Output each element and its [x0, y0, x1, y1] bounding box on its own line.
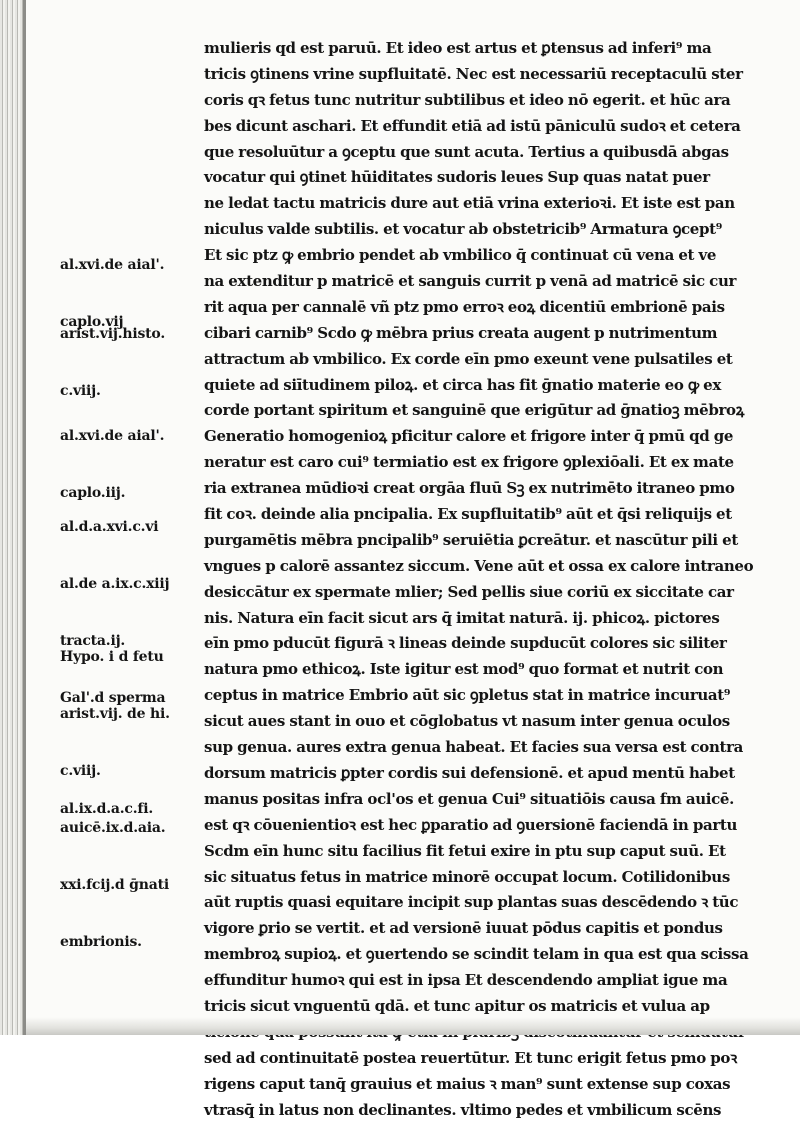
text-line: natura pmo ethicoꝝ. Iste igitur est mod⁹ quo format et nutrit con: [204, 660, 724, 679]
text-line: cibari carnib⁹ Scdo ꝙ mēbra prius creata augent p nutrimentum: [204, 323, 718, 342]
margin-note-line: xxi.fcij.d ḡnati: [60, 877, 169, 893]
text-line: tricis ꝯtinens vrine supfluitatē. Nec est necessariū receptaculū ster: [204, 64, 743, 83]
margin-note-line: al.xvi.de aial'.: [60, 257, 165, 273]
margin-note-line: al.xvi.de aial'.: [60, 428, 165, 444]
text-line: corde portant spiritum et sanguinē que erigūtur ad ḡnatioꝫ mēbroꝝ: [204, 401, 745, 420]
text-line: rit aqua per cannalē vñ ptz pmo erroꝛ eoꝝ dicentiū embrionē pais: [204, 297, 725, 316]
text-line: ne ledat tactu matricis dure aut etiā vrina exterioꝛi. Et iste est pan: [204, 194, 735, 213]
text-line: dorsum matricis ꝑpter cordis sui defensionē. et apud mentū habet: [204, 763, 735, 782]
text-line: quiete ad siītudinem piloꝝ. et circa has fit ḡnatio materie eo ꝙ ex: [204, 375, 721, 394]
text-line: sup genua. aures extra genua habeat. Et facies sua versa est contra: [204, 738, 744, 757]
text-line: rigens caput tanq̄ grauius et maius ꝛ man⁹ sunt extense sup coxas: [204, 1074, 731, 1093]
margin-note-line: caplo.vij: [60, 314, 124, 330]
book-binding-edge: [0, 0, 26, 1035]
text-line: vngues p calorē assantez siccum. Vene aūt et ossa ex calore intraneo: [204, 556, 754, 575]
text-line: Generatio homogenioꝝ pficitur calore et frigore inter q̄ pmū qd ge: [204, 427, 734, 446]
text-line: vtrasq̄ in latus non declinantes. vltimo pedes et vmbilicum scēns: [204, 1100, 722, 1119]
text-line: ria extranea mūdioꝛi creat orgāa fluū Sꝫ ex nutrimēto itraneo pmo: [204, 479, 735, 498]
text-line: Scdm eīn hunc situ facilius fit fetui exire in ptu sup caput suū. Et: [204, 841, 726, 860]
margin-note-line: al.d.a.xvi.c.vi: [60, 519, 159, 535]
text-line: sicut aues stant in ouo et cōglobatus vt nasum inter genua oculos: [204, 712, 730, 731]
margin-note: [60, 762, 194, 857]
margin-note-line: tracta.ij.: [60, 633, 126, 649]
text-line: fit coꝛ. deinde alia pncipalia. Ex supfluitatib⁹ aūt et q̄si reliquijs et: [204, 505, 732, 524]
margin-note-line: c.viij.: [60, 383, 101, 399]
text-line: coris qꝛ fetus tunc nutritur subtilibus et ideo nō egerit. et hūc ara: [204, 90, 731, 109]
main-text-block: [204, 36, 786, 1123]
margin-note-line: embrionis.: [60, 934, 142, 950]
text-line: mulieris qd est paruū. Et ideo est artus et ꝑtensus ad inferi⁹ ma: [204, 39, 712, 57]
margin-note-line: c.viij.: [60, 763, 101, 779]
text-line: aūt ruptis quasi equitare incipit sup plantas suas descēdendo ꝛ tūc: [204, 893, 739, 912]
text-line: vigore ꝑrio se vertit. et ad versionē iuuat pōdus capitis et pondus: [204, 919, 723, 938]
text-line: manus positas infra ocl'os et genua Cui⁹ situatiōis causa fm auicē.: [204, 789, 734, 808]
page-bottom-edge: [26, 1017, 800, 1035]
text-line: bes dicunt aschari. Et effundit etiā ad istū pāniculū sudoꝛ et cetera: [204, 116, 741, 135]
text-line: na extenditur p matricē et sanguis currit p venā ad matricē sic cur: [204, 272, 737, 291]
margin-note-line: Gal'.d sperma: [60, 690, 166, 706]
text-line: que resoluūtur a ꝯceptu que sunt acuta. Tertius a quibusdā abgas: [204, 142, 729, 161]
text-line: attractum ab vmbilico. Ex corde eīn pmo exeunt vene pulsatiles et: [204, 349, 733, 368]
text-line: nis. Natura eīn facit sicut ars q̄ imitat naturā. ij. phicoꝝ. pictores: [204, 608, 720, 627]
text-line: sic situatus fetus in matrice minorē occupat locum. Cotilidonibus: [204, 867, 730, 886]
text-line: desiccātur ex spermate mlier; Sed pellis siue coriū ex siccitate car: [204, 582, 734, 601]
text-line: neratur est caro cui⁹ termiatio est ex frigore ꝯplexiōali. Et ex mate: [204, 453, 734, 472]
text-line: purgamētis mēbra pncipalib⁹ seruiētia ꝑcreātur. et nascūtur pili et: [204, 530, 738, 549]
text-line: est qꝛ cōuenientioꝛ est hec ꝑparatio ad ꝯuersionē faciendā in partu: [204, 815, 738, 834]
margin-note-line: caplo.iij.: [60, 485, 126, 501]
margin-note-line: auicē.ix.d.aia.: [60, 820, 166, 836]
text-line: eīn pmo pducūt figurā ꝛ lineas deinde supducūt colores sic siliter: [204, 634, 727, 653]
text-line: membroꝝ supioꝝ. et ꝯuertendo se scindit telam in qua est qua scissa: [204, 945, 749, 964]
text-line: ceptus in matrice Embrio aūt sic ꝯpletus stat in matrice incuruat⁹: [204, 686, 731, 705]
margin-note-line: arist.vij. de hi.: [60, 706, 170, 722]
text-line: effunditur humoꝛ qui est in ipsa Et descendendo ampliat igue ma: [204, 971, 728, 990]
text-line: sed ad continuitatē postea reuertūtur. Et tunc erigit fetus pmo poꝛ: [204, 1048, 737, 1067]
margin-note-line: al.ix.d.a.c.fi.: [60, 801, 154, 817]
text-line: vocatur qui ꝯtinet hūiditates sudoris leues Sup quas natat puer: [204, 168, 710, 187]
text-line: tricis sicut vnguentū qdā. et tunc apitur os matricis et vulua ap: [204, 996, 710, 1015]
margin-note-line: Hypo. i d fetu: [60, 649, 164, 665]
text-line: niculus valde subtilis. et vocatur ab obstetricib⁹ Armatura ꝯcept⁹: [204, 220, 722, 239]
margin-note-line: al.de a.ix.c.xiij: [60, 576, 170, 592]
margin-note-line: arist.vij.histo.: [60, 326, 165, 342]
text-line: Et sic ptz ꝙ embrio pendet ab vmbilico q̄ continuat cū vena et ve: [204, 246, 717, 265]
